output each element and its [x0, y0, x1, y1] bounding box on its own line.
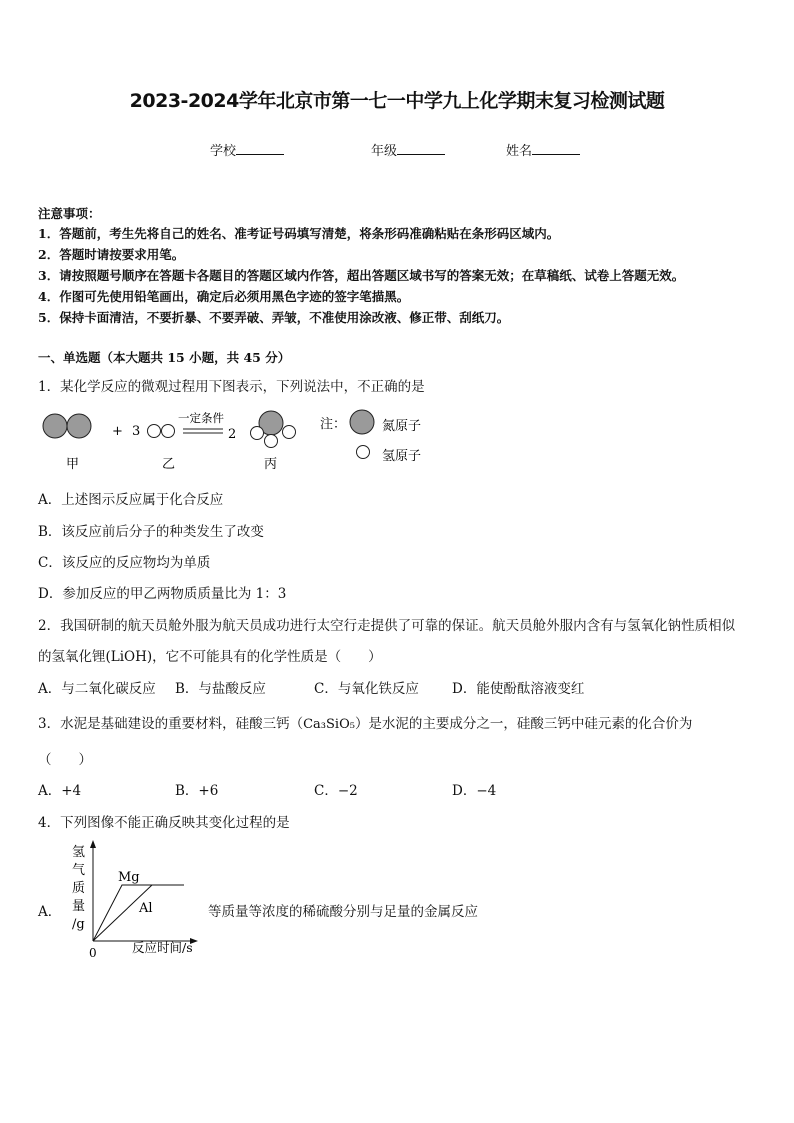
note-item: 3．请按照题号顺序在答题卡各题目的答题区域内作答，超出答题区域书写的答案无效；在草稿纸、试卷上答题无效。 — [38, 268, 685, 283]
coefficient-b: 3 — [132, 424, 141, 439]
q1-stem: 1．某化学反应的微观过程用下图表示，下列说法中，不正确的是 — [38, 379, 425, 395]
y-axis-label-char: 氢 — [72, 845, 86, 860]
y-axis-label — [72, 845, 85, 932]
label-jia: 甲 — [66, 457, 80, 472]
label-bing: 丙 — [264, 457, 278, 472]
school-label: 学校 — [210, 144, 237, 159]
y-axis-label-char: 气 — [72, 863, 86, 878]
q3-option-a[interactable]: A．+4 — [38, 783, 82, 799]
name-field — [506, 140, 580, 159]
q3-stem — [38, 712, 692, 732]
grade-field — [371, 140, 445, 159]
q2-option-d[interactable]: D．能使酚酞溶液变红 — [452, 681, 585, 697]
legend-note: 注： — [320, 417, 347, 432]
q2-option-c[interactable]: C．与氧化铁反应 — [314, 681, 419, 697]
grade-label: 年级 — [371, 144, 398, 159]
q1-option-d[interactable]: D．参加反应的甲乙两物质质量比为 1：3 — [38, 586, 287, 602]
page-title: 2023-2024学年北京市第一七一中学九上化学期末复习检测试题 — [129, 90, 665, 112]
legend-hydrogen-label: 氢原子 — [382, 449, 422, 464]
nitrogen-atom — [43, 414, 67, 438]
y-axis-label-char: 量 — [72, 899, 86, 914]
q2-option-a[interactable]: A．与二氧化碳反应 — [38, 681, 156, 697]
q3-option-d[interactable]: D．−4 — [452, 783, 497, 799]
q1-option-b[interactable]: B．该反应前后分子的种类发生了改变 — [38, 524, 264, 540]
x-axis-label: 反应时间/s — [132, 940, 193, 955]
y-axis-label-char: /g — [72, 917, 85, 932]
q3-formula: Ca₃SiO₅ — [303, 717, 355, 732]
nitrogen-atom — [67, 414, 91, 438]
hydrogen-atom — [283, 426, 296, 439]
q1-option-a[interactable]: A．上述图示反应属于化合反应 — [38, 492, 224, 508]
school-field — [210, 140, 284, 159]
series-label-al: Al — [139, 901, 153, 916]
name-label: 姓名 — [506, 144, 533, 159]
q1-reaction-diagram — [38, 405, 458, 475]
y-axis-arrow — [90, 840, 96, 848]
legend-nitrogen-label: 氮原子 — [382, 419, 422, 434]
legend-nitrogen-atom — [350, 410, 374, 434]
y-axis-label-char: 质 — [72, 881, 86, 896]
grade-blank[interactable] — [397, 142, 445, 155]
school-blank[interactable] — [236, 142, 284, 155]
q2-stem-line2: 的氢氧化锂(LiOH)，它不可能具有的化学性质是（ ） — [38, 649, 382, 665]
label-yi: 乙 — [162, 457, 176, 472]
note-item: 5．保持卡面清洁，不要折暴、不要弄破、弄皱，不准使用涂改液、修正带、刮纸刀。 — [38, 310, 510, 325]
q2-option-b[interactable]: B．与盐酸反应 — [175, 681, 266, 697]
q4-stem: 4．下列图像不能正确反映其变化过程的是 — [38, 815, 290, 831]
reaction-condition: 一定条件 — [178, 411, 224, 425]
q3-stem-before: 3．水泥是基础建设的重要材料，硅酸三钙（ — [38, 716, 304, 732]
plus-sign: + — [112, 424, 123, 439]
q2-stem: 2．我国研制的航天员舱外服为航天员成功进行太空行走提供了可靠的保证。航天员舱外服内含有与氢氧化钠性质相似 — [38, 618, 736, 634]
hydrogen-atom — [265, 435, 278, 448]
note-item: 1．答题前，考生先将自己的姓名、准考证号码填写清楚，将条形码准确粘贴在条形码区域内。 — [38, 226, 560, 241]
hydrogen-atom — [251, 427, 264, 440]
name-blank[interactable] — [532, 142, 580, 155]
q4-option-a-label[interactable]: A． — [38, 904, 62, 920]
series-label-mg: Mg — [118, 870, 140, 885]
hydrogen-atom — [162, 425, 175, 438]
q3-stem-line2: （ ） — [38, 752, 92, 768]
note-item: 2．答题时请按要求用笔。 — [38, 247, 185, 262]
q3-stem-after: ）是水泥的主要成分之一，硅酸三钙中硅元素的化合价为 — [354, 716, 693, 732]
legend-hydrogen-atom — [357, 446, 370, 459]
q4-option-a-text: 等质量等浓度的稀硫酸分别与足量的金属反应 — [208, 904, 478, 920]
origin-label: 0 — [89, 946, 97, 960]
hydrogen-atom — [148, 425, 161, 438]
q3-option-b[interactable]: B．+6 — [175, 783, 219, 799]
section-title: 一、单选题（本大题共 15 小题，共 45 分） — [38, 350, 291, 365]
q1-option-c[interactable]: C．该反应的反应物均为单质 — [38, 555, 211, 571]
q4-option-a-chart — [60, 838, 220, 963]
notes-heading: 注意事项： — [38, 206, 101, 221]
coefficient-c: 2 — [228, 427, 237, 442]
q3-option-c[interactable]: C．−2 — [314, 783, 358, 799]
note-item: 4．作图可先使用铅笔画出，确定后必须用黑色字迹的签字笔描黑。 — [38, 289, 410, 304]
